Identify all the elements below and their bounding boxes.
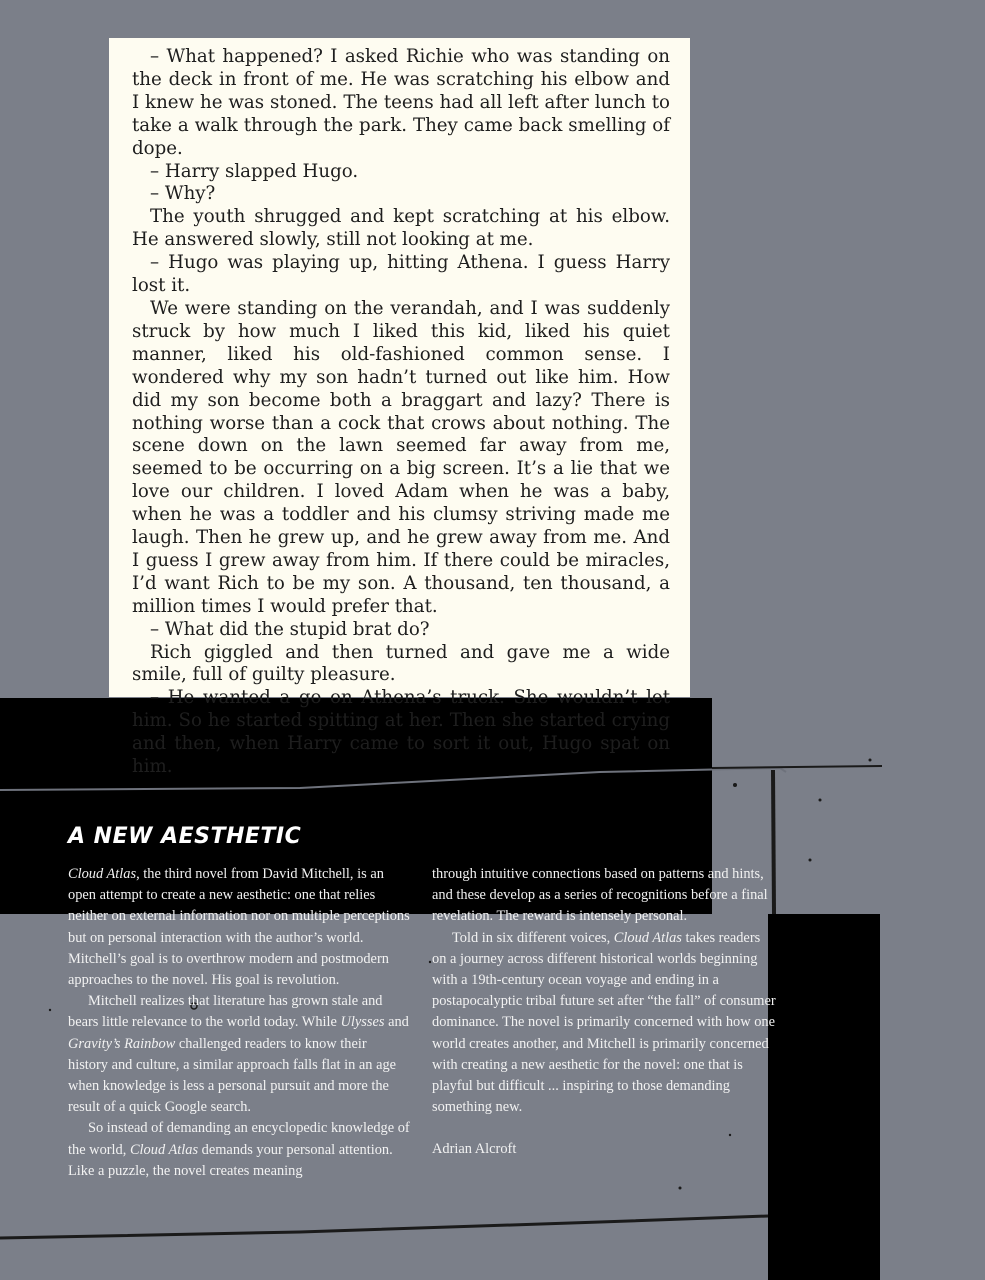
- book-title: Cloud Atlas: [129, 1141, 199, 1158]
- article-paragraph: [68, 991, 410, 1118]
- book-title: Cloud Atlas: [613, 929, 682, 946]
- paragraph-text: takes readers on a journey across different historical worlds beginning with a 19th-century ocean voyage and ending in a postapocalyptic tribal future set after “the fall” of consumer dominance. The novel is primarily concerned with how one world creates another, and Mitchell is primarily concerned with creating a new aesthetic for the novel: one that is playful but difficult ... inspiring to those demanding something new.: [432, 929, 776, 1116]
- paragraph-text: So instead of demanding an encyclopedic knowledge of the world,: [68, 1120, 410, 1158]
- excerpt-paragraph: We were standing on the verandah, and I was suddenly struck by how much I liked this kid, liked his quiet manner, liked his old-fashioned common sense. I wondered why my son hadn’t turned out like him. How did my son become both a braggart and lazy? There is nothing worse than a cock that crows about nothing. The scene down on the lawn seemed far away from me, seemed to be occurring on a big screen. It’s a lie that we love our children. I loved Adam when he was a baby, when he was a toddler and his clumsy striving made me laugh. Then he grew up, and he grew away from me. And I guess I grew away from him. If there could be miracles, I’d want Rich to be my son. A thousand, ten thousand, a million times I would prefer that.: [132, 297, 670, 617]
- excerpt-paragraph: – Harry slapped Hugo.: [150, 160, 359, 182]
- article-paragraph: through intuitive connections based on patterns and hints, and these develop as a series of recognitions before a final revelation. The reward is intensely personal.: [432, 866, 768, 925]
- book-title: Cloud Atlas: [68, 866, 137, 882]
- excerpt-paragraph: – Hugo was playing up, hitting Athena. I guess Harry lost it.: [132, 252, 670, 297]
- article-paragraph: [432, 928, 777, 1119]
- article-column-right: [432, 864, 777, 1182]
- paragraph-text: Mitchell realizes that literature has grown stale and bears little relevance to the world today. While: [68, 993, 383, 1031]
- novel-excerpt: [109, 38, 690, 778]
- book-title: Ulysses: [340, 1014, 385, 1031]
- article-paragraph: [68, 1118, 410, 1182]
- article-headline: A NEW AESTHETIC: [68, 824, 302, 849]
- book-title: Gravity’s Rainbow: [68, 1035, 176, 1052]
- author-byline: Adrian Alcroft: [432, 1141, 517, 1158]
- excerpt-paragraph: – He wanted a go on Athena’s truck. She wouldn’t let him. So he started spitting at her. Then she started crying and then, when Harry came to sort it out, Hugo spat on him.: [132, 687, 670, 778]
- paragraph-text: , the third novel from David Mitchell, is an open attempt to create a new aesthetic: one that relies neither on external information nor on multiple perceptions but on personal interaction with the author’s world. Mitchell’s goal is to overthrow modern and postmodern approaches to the novel. His goal is revolution.: [68, 866, 410, 989]
- excerpt-paragraph: – What happened? I asked Richie who was standing on the deck in front of me. He was scratching his elbow and I knew he was stoned. The teens had all left after lunch to take a walk through the park. They came back smelling of dope.: [132, 46, 670, 159]
- article-columns: [68, 864, 788, 1182]
- paragraph-text: and: [384, 1014, 409, 1031]
- article-column-left: [68, 864, 410, 1182]
- paragraph-text: challenged readers to know their history and culture, a similar approach falls flat in an age when knowledge is less a personal pursuit and more the result of a quick Google search.: [68, 1035, 397, 1116]
- excerpt-paragraph: – Why?: [150, 183, 216, 205]
- paragraph-text: demands your personal attention. Like a puzzle, the novel creates meaning: [68, 1141, 393, 1179]
- excerpt-paragraph: – What did the stupid brat do?: [150, 618, 430, 640]
- article-paragraph: [68, 864, 410, 991]
- excerpt-paragraph: Rich giggled and then turned and gave me a wide smile, full of guilty pleasure.: [132, 641, 670, 686]
- review-article: [68, 820, 788, 1182]
- excerpt-paragraph: The youth shrugged and kept scratching at his elbow. He answered slowly, still not looking at me.: [132, 206, 670, 251]
- paragraph-text: Told in six different voices,: [452, 929, 614, 946]
